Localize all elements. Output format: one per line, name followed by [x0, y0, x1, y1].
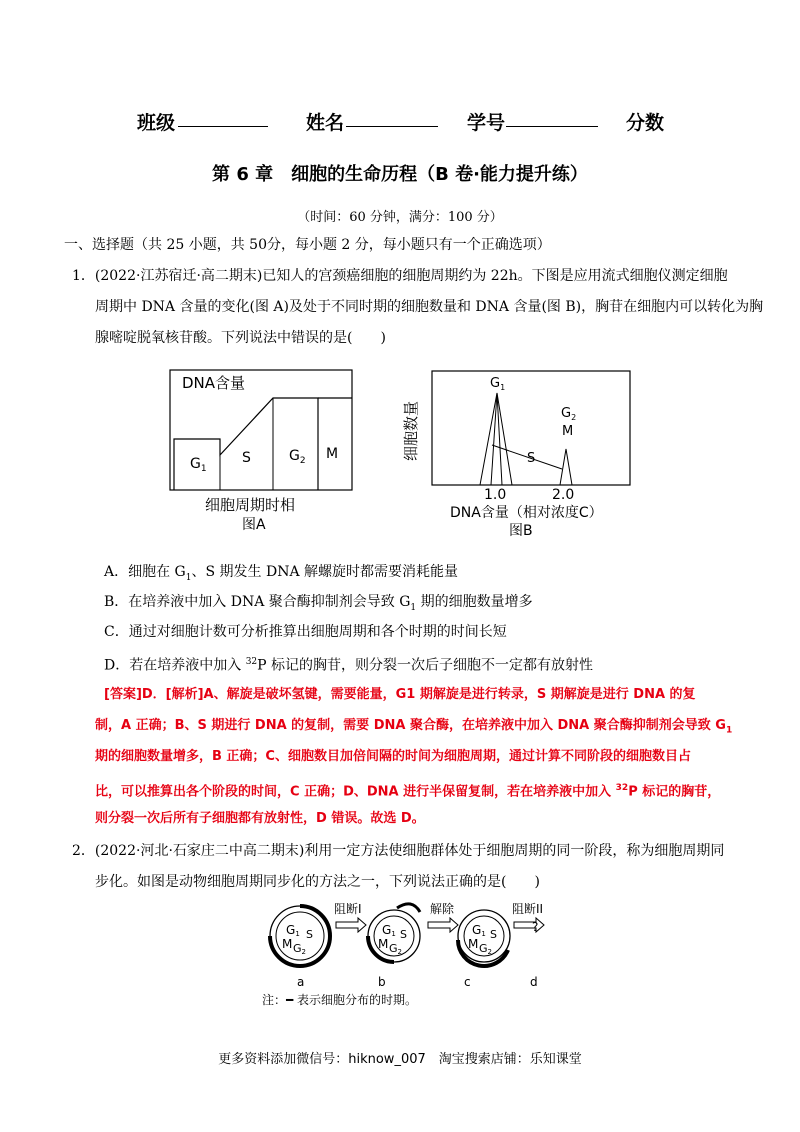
chapter-title: 第 6 章 细胞的生命历程（B 卷·能力提升练） [212, 164, 588, 185]
fig-a-s: S [242, 450, 251, 466]
svg-text:G1: G1 [286, 923, 300, 938]
fig-b-g1: $G_1$ [490, 376, 506, 392]
cell-a [270, 906, 330, 966]
q1-option-a[interactable]: A．细胞在 $G_1$、S 期发生 DNA 解螺旋时都需要消耗能量 [104, 564, 459, 583]
svg-text:G1: G1 [472, 923, 486, 938]
q1-option-d[interactable]: D．若在培养液中加入 $^{32}$P 标记的胸苷，则分裂一次后子细胞不一定都有放射性 [104, 657, 594, 674]
id-label: 学号 [467, 112, 506, 134]
svg-text:G2: G2 [479, 942, 492, 956]
q1-answer-line-1: [答案]D．[解析]A、解旋是破坏氢键，需要能量，G1 期解旋是进行转录，S 期解旋是进行 DNA 的复 [104, 687, 696, 702]
q1-line-2: 周期中 DNA 含量的变化(图 A)及处于不同时期的细胞数量和 DNA 含量(图 B)，胸苷在细胞内可以转化为胸 [95, 299, 764, 315]
q1-answer-line-5: 则分裂一次后所有子细胞都有放射性，D 错误。故选 D。 [95, 811, 425, 826]
q1-option-c[interactable]: C．通过对细胞计数可分析推算出细胞周期和各个时期的时间长短 [104, 624, 507, 640]
name-label: 姓名 [306, 112, 345, 134]
name-blank[interactable] [346, 108, 438, 127]
q1-answer-line-2: 制，A 正确；B、S 期进行 DNA 的复制，需要 DNA 聚合酶，在培养液中加入 DNA 聚合酶抑制剂会导致 $G_1$ [95, 718, 733, 736]
question-mark: ? [532, 920, 539, 934]
fig-a-g2: $G_2$ [289, 448, 306, 466]
cell-b [368, 910, 420, 962]
svg-text:G2: G2 [389, 942, 402, 956]
svg-text:M: M [282, 937, 293, 951]
header-row [0, 108, 800, 132]
footer: 更多资料添加微信号：hiknow_007 淘宝搜索店铺：乐知课堂 [218, 1052, 582, 1067]
figure-b [402, 365, 634, 540]
class-label: 班级 [137, 112, 176, 134]
svg-text:G1: G1 [382, 923, 396, 938]
figure-note: 注：━ 表示细胞分布的时期。 [262, 993, 418, 1007]
cell-c [458, 910, 510, 966]
svg-text:S: S [490, 928, 497, 941]
q1-answer-line-4: 比，可以推算出各个阶段的时间，C 正确；D、DNA 进行半保留复制，若在培养液中加入 $^{32}$P 标记的胸苷， [95, 783, 721, 800]
svg-text:S: S [306, 928, 313, 941]
label-b: b [378, 975, 386, 989]
svg-text:M: M [468, 937, 479, 951]
fig-b-s: S [527, 451, 536, 466]
fig-b-xlabel: DNA含量（相对浓度C） [450, 505, 603, 521]
label-c: c [464, 975, 471, 989]
svg-text:G2: G2 [293, 942, 306, 956]
q1-line-3: 腺嘧啶脱氧核苷酸。下列说法中错误的是( ) [95, 330, 386, 346]
q1-line-1: 1．(2022·江苏宿迁·高二期末)已知人的宫颈癌细胞的细胞周期约为 22h。下图是应用流式细胞仪测定细胞 [72, 268, 728, 284]
fig-b-tick-1: 1.0 [484, 487, 507, 503]
id-blank[interactable] [506, 108, 598, 127]
fig-b-m: M [562, 424, 574, 439]
fig-b-ylabel: 细胞数量 [402, 400, 420, 461]
block-1-label: 阻断I [334, 902, 362, 916]
q2-line-1: 2．(2022·河北·石家庄二中高二期末)利用一定方法使细胞群体处于细胞周期的同一阶段，称为细胞周期同 [72, 843, 725, 859]
fig-b-g2: $G_2$ [561, 406, 577, 422]
block-2-label: 阻断II [512, 902, 544, 916]
label-a: a [297, 975, 305, 989]
q1-answer-line-3: 期的细胞数量增多，B 正确；C、细胞数目加倍间隔的时间为细胞周期，通过计算不同阶段的细胞数目占 [95, 749, 691, 764]
fig-b-tick-2: 2.0 [552, 487, 575, 503]
q2-line-2: 步化。如图是动物细胞周期同步化的方法之一，下列说法正确的是( ) [95, 874, 540, 890]
label-d: d [530, 975, 538, 989]
class-blank[interactable] [178, 108, 268, 127]
figure-a [160, 362, 360, 534]
fig-a-m: M [326, 446, 339, 462]
fig-b-caption: 图B [509, 523, 533, 539]
fig-a-caption: 图A [242, 517, 266, 533]
svg-text:M: M [378, 937, 389, 951]
fig-a-ylabel: DNA含量 [182, 374, 246, 392]
score-label: 分数 [626, 112, 665, 134]
fig-a-g1: $G_1$ [190, 456, 207, 474]
svg-text:S: S [400, 928, 407, 941]
fig-a-xlabel: 细胞周期时相 [205, 496, 296, 514]
exam-info: （时间：60 分钟，满分：100 分） [297, 210, 503, 225]
section-heading: 一、选择题（共 25 小题，共 50分，每小题 2 分，每小题只有一个正确选项） [64, 237, 551, 253]
figure-q2 [262, 898, 562, 1010]
release-label: 解除 [430, 902, 455, 916]
q1-option-b[interactable]: B．在培养液中加入 DNA 聚合酶抑制剂会导致 $G_1$ 期的细胞数量增多 [104, 594, 533, 613]
